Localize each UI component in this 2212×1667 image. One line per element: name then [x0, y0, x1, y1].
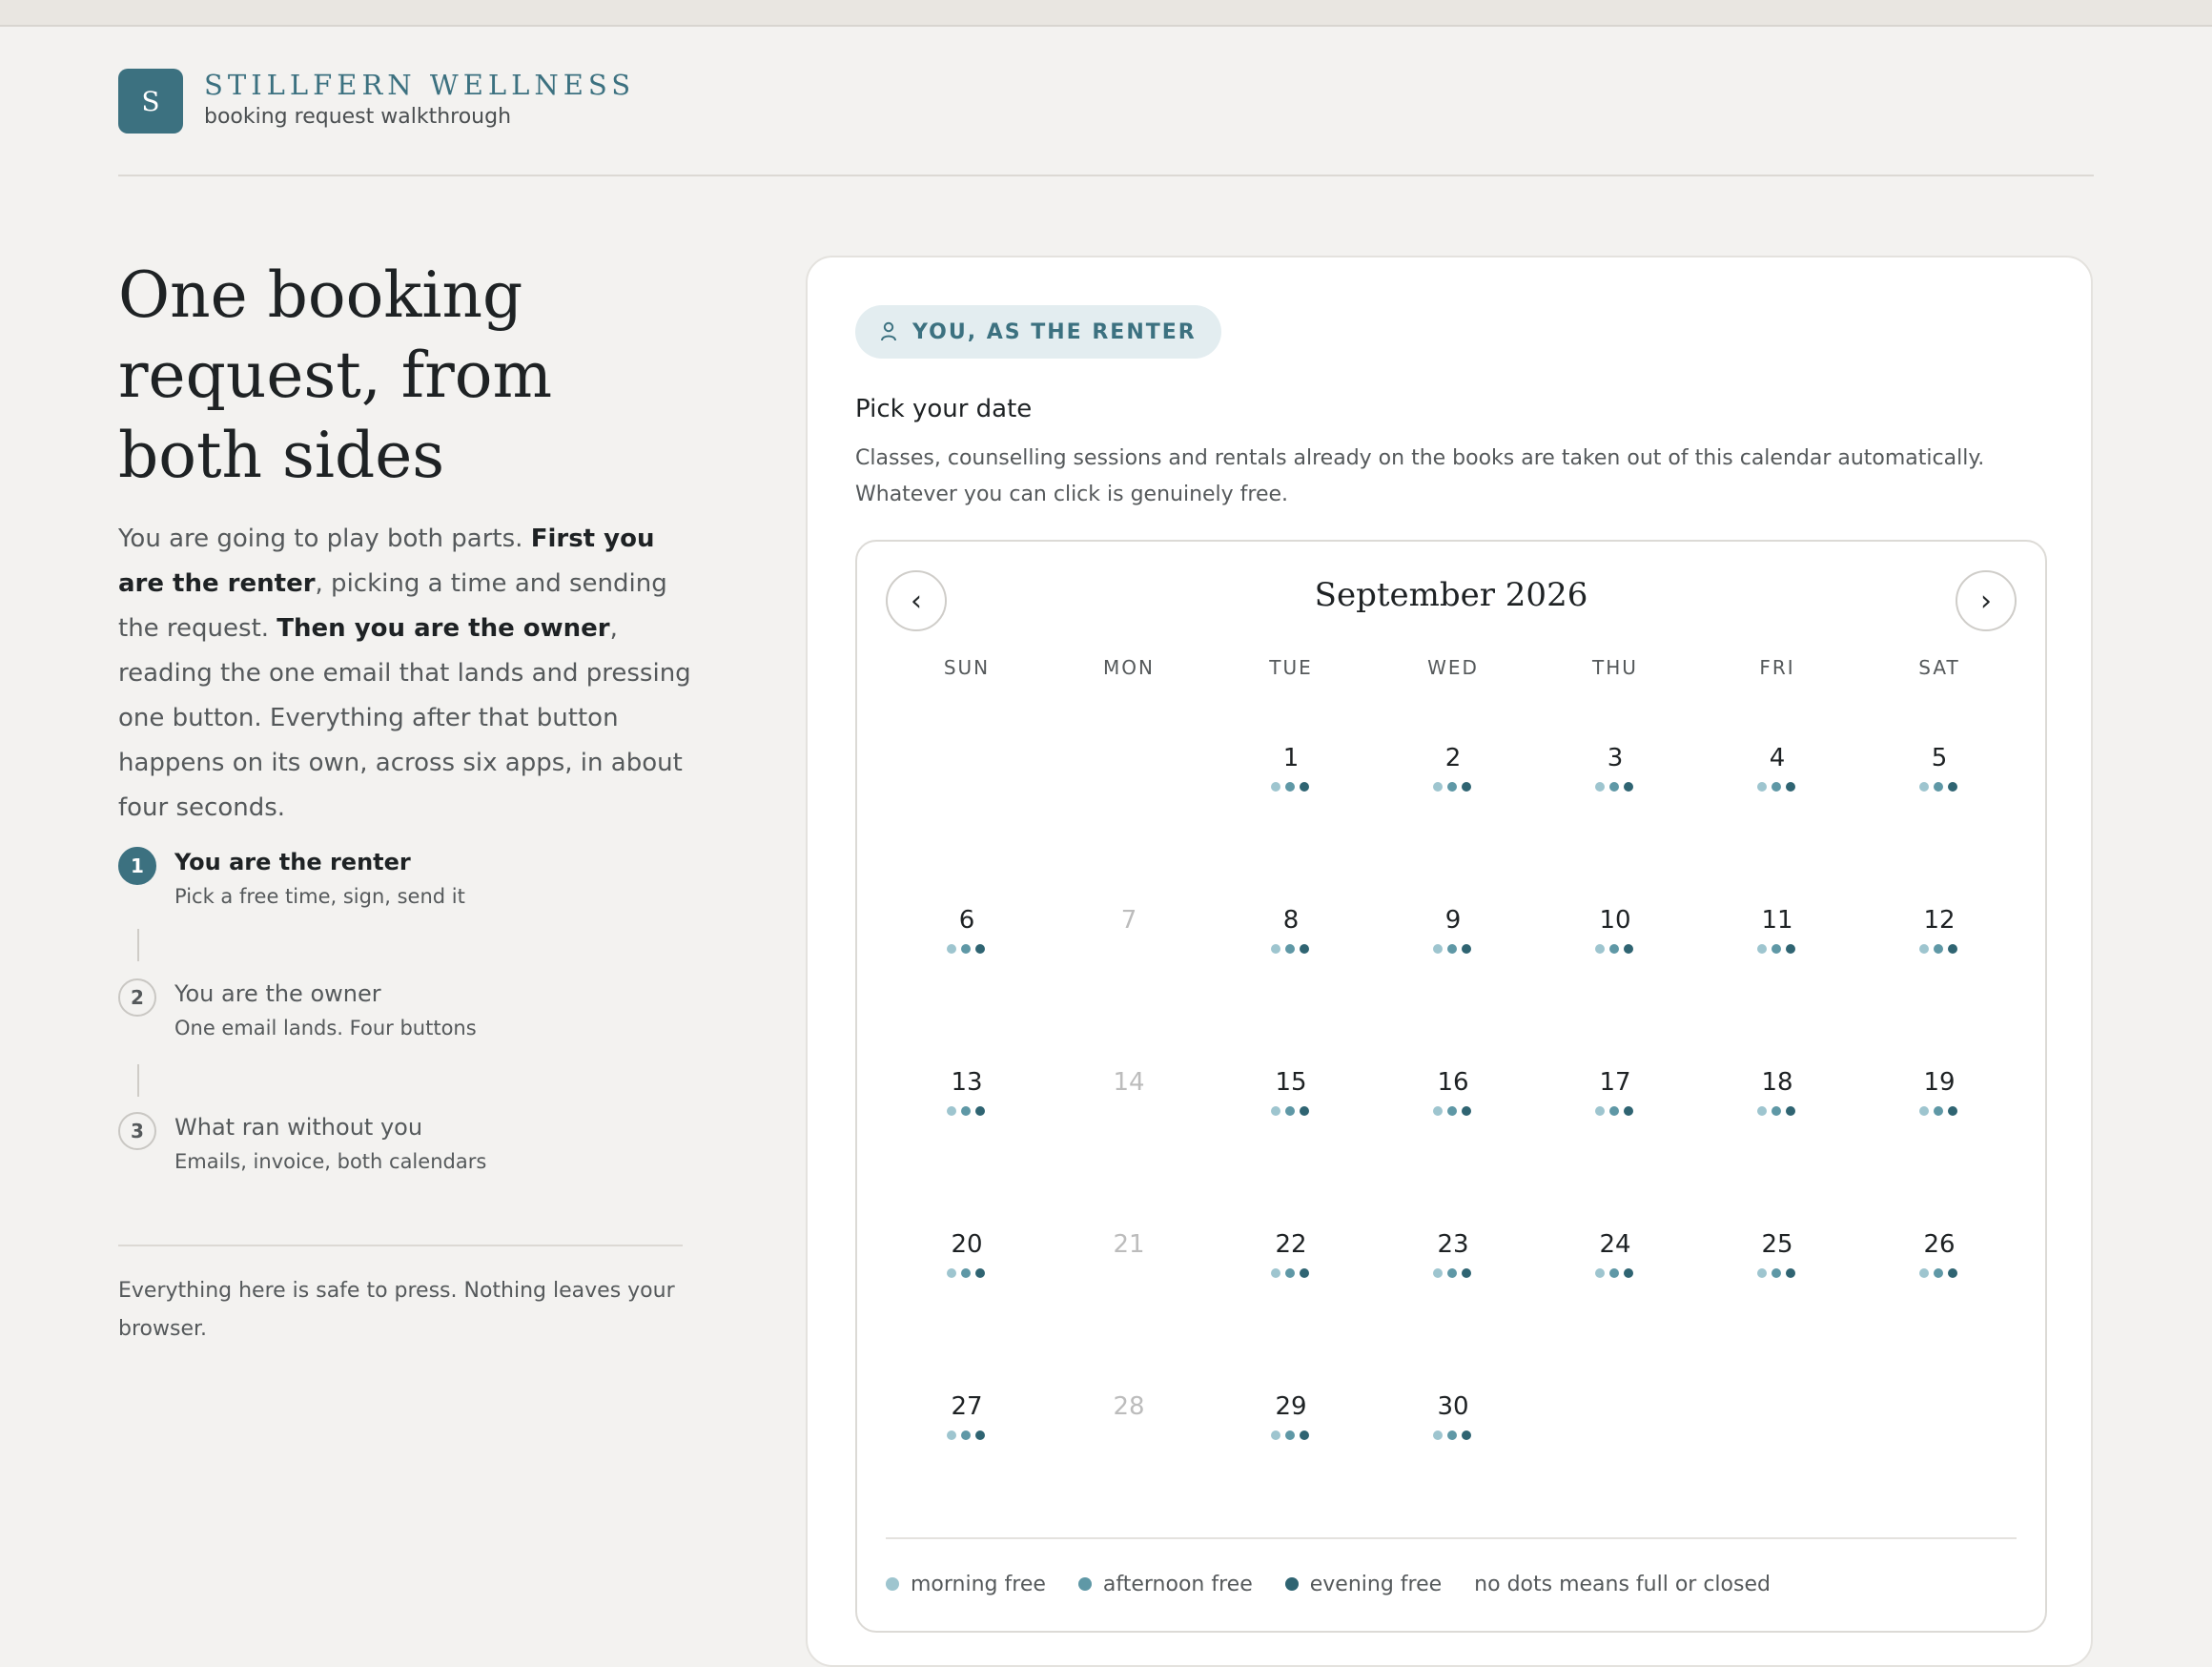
- evening-dot: [1300, 782, 1309, 792]
- logo-letter: S: [141, 85, 160, 117]
- morning-dot: [1919, 944, 1929, 954]
- step-description: Pick a free time, sign, send it: [174, 885, 465, 908]
- weekday-mon: MON: [1103, 656, 1155, 679]
- step-connector: [137, 1064, 139, 1097]
- step-automation[interactable]: [118, 1112, 690, 1198]
- weekday-fri: FRI: [1759, 656, 1795, 679]
- availability-dots: [1595, 1268, 1635, 1278]
- role-label: YOU, AS THE RENTER: [912, 319, 1197, 344]
- afternoon-dot: [1447, 1268, 1457, 1278]
- afternoon-dot: [1447, 944, 1457, 954]
- chevron-right-icon: ›: [1980, 584, 1992, 618]
- legend-swatch: [1285, 1577, 1299, 1591]
- morning-dot: [1433, 944, 1443, 954]
- brand-logo: [118, 69, 183, 134]
- calendar-day-16[interactable]: [1372, 1057, 1534, 1171]
- evening-dot: [1300, 1106, 1309, 1116]
- evening-dot: [1624, 1106, 1633, 1116]
- day-number: 6: [958, 906, 975, 935]
- morning-dot: [1271, 782, 1280, 792]
- day-number: 5: [1931, 744, 1948, 772]
- morning-dot: [1757, 1268, 1767, 1278]
- availability-dots: [1595, 782, 1635, 792]
- afternoon-dot: [1285, 944, 1295, 954]
- next-month-button[interactable]: [1956, 570, 2017, 631]
- day-number: 30: [1437, 1392, 1469, 1421]
- pick-date-title: Pick your date: [855, 395, 1033, 423]
- calendar-day-5[interactable]: [1858, 732, 2020, 847]
- availability-dots: [947, 944, 987, 954]
- calendar-day-26[interactable]: [1858, 1219, 2020, 1333]
- morning-dot: [1757, 1106, 1767, 1116]
- availability-dots: [1595, 944, 1635, 954]
- evening-dot: [1948, 782, 1957, 792]
- weekday-sat: SAT: [1918, 656, 1960, 679]
- afternoon-dot: [1285, 1430, 1295, 1440]
- day-number: 26: [1923, 1230, 1956, 1259]
- header-divider: [118, 175, 2094, 176]
- availability-legend: [886, 1568, 1803, 1600]
- evening-dot: [1462, 1268, 1471, 1278]
- intro-part-2: , picking a time and sending the request.: [118, 569, 667, 643]
- calendar-day-8[interactable]: [1210, 895, 1372, 1009]
- day-number: 7: [1120, 906, 1137, 935]
- calendar-day-4[interactable]: [1696, 732, 1858, 847]
- day-number: 23: [1437, 1230, 1469, 1259]
- afternoon-dot: [1934, 1268, 1943, 1278]
- legend-swatch: [886, 1577, 899, 1591]
- calendar-day-20[interactable]: [886, 1219, 1048, 1333]
- morning-dot: [1271, 1268, 1280, 1278]
- day-number: 4: [1769, 744, 1786, 772]
- calendar-day-1[interactable]: [1210, 732, 1372, 847]
- afternoon-dot: [1609, 782, 1619, 792]
- intro-part-1: You are going to play both parts.: [118, 525, 531, 553]
- step-title: You are the renter: [174, 849, 411, 875]
- intro-text: [118, 517, 700, 831]
- day-number: 11: [1761, 906, 1793, 935]
- availability-dots: [1271, 782, 1311, 792]
- day-number: 28: [1113, 1392, 1145, 1421]
- calendar-day-22[interactable]: [1210, 1219, 1372, 1333]
- afternoon-dot: [1609, 944, 1619, 954]
- availability-dots: [1757, 944, 1797, 954]
- afternoon-dot: [961, 1430, 971, 1440]
- evening-dot: [1624, 782, 1633, 792]
- morning-dot: [1433, 1430, 1443, 1440]
- afternoon-dot: [1447, 1106, 1457, 1116]
- calendar-day-27[interactable]: [886, 1381, 1048, 1495]
- weekday-thu: THU: [1592, 656, 1638, 679]
- morning-dot: [1271, 1106, 1280, 1116]
- step-title: You are the owner: [174, 980, 381, 1007]
- afternoon-dot: [1772, 782, 1781, 792]
- calendar-day-6[interactable]: [886, 895, 1048, 1009]
- calendar-day-21: [1048, 1219, 1210, 1333]
- day-number: 29: [1275, 1392, 1307, 1421]
- availability-dots: [1271, 1106, 1311, 1116]
- intro-owner-emphasis: Then you are the owner: [276, 614, 610, 643]
- person-icon: [880, 321, 897, 342]
- step-number: 3: [118, 1112, 156, 1150]
- day-number: 18: [1761, 1068, 1793, 1097]
- availability-dots: [947, 1106, 987, 1116]
- evening-dot: [975, 1268, 985, 1278]
- evening-dot: [1462, 1106, 1471, 1116]
- legend-item: [1078, 1573, 1253, 1596]
- morning-dot: [1919, 782, 1929, 792]
- afternoon-dot: [1447, 1430, 1457, 1440]
- availability-dots: [1757, 1268, 1797, 1278]
- availability-dots: [1433, 782, 1473, 792]
- weekday-wed: WED: [1427, 656, 1479, 679]
- pick-date-description: Classes, counselling sessions and rentals already on the books are taken out of this calendar automatically. Whatever you can click is genuinely free.: [855, 446, 1985, 506]
- availability-dots: [1757, 1106, 1797, 1116]
- availability-dots: [1433, 944, 1473, 954]
- afternoon-dot: [1285, 782, 1295, 792]
- calendar-day-25[interactable]: [1696, 1219, 1858, 1333]
- evening-dot: [1462, 1430, 1471, 1440]
- chevron-left-icon: ‹: [911, 584, 922, 618]
- afternoon-dot: [1609, 1268, 1619, 1278]
- morning-dot: [1757, 944, 1767, 954]
- day-number: 13: [951, 1068, 983, 1097]
- evening-dot: [1624, 1268, 1633, 1278]
- day-number: 22: [1275, 1230, 1307, 1259]
- day-number: 1: [1282, 744, 1300, 772]
- afternoon-dot: [1934, 944, 1943, 954]
- step-description: Emails, invoice, both calendars: [174, 1150, 487, 1173]
- calendar-day-28: [1048, 1381, 1210, 1495]
- evening-dot: [1948, 1106, 1957, 1116]
- left-divider: [118, 1245, 683, 1246]
- day-number: 2: [1444, 744, 1462, 772]
- evening-dot: [1786, 1106, 1795, 1116]
- day-number: 19: [1923, 1068, 1956, 1097]
- step-connector: [137, 929, 139, 961]
- day-number: 8: [1282, 906, 1300, 935]
- calendar-day-24[interactable]: [1534, 1219, 1696, 1333]
- weekday-sun: SUN: [943, 656, 991, 679]
- morning-dot: [1433, 782, 1443, 792]
- availability-dots: [1919, 944, 1959, 954]
- evening-dot: [1462, 782, 1471, 792]
- calendar-day-13[interactable]: [886, 1057, 1048, 1171]
- availability-dots: [1271, 1430, 1311, 1440]
- availability-dots: [1433, 1430, 1473, 1440]
- morning-dot: [1919, 1106, 1929, 1116]
- evening-dot: [1624, 944, 1633, 954]
- morning-dot: [947, 1106, 956, 1116]
- legend-item: [886, 1573, 1046, 1596]
- afternoon-dot: [1609, 1106, 1619, 1116]
- calendar-day-29[interactable]: [1210, 1381, 1372, 1495]
- calendar-day-2[interactable]: [1372, 732, 1534, 847]
- afternoon-dot: [1772, 944, 1781, 954]
- intro-renter-emphasis: First you are the renter: [118, 525, 655, 598]
- safe-note: Everything here is safe to press. Nothing leaves your browser.: [118, 1279, 675, 1341]
- legend-item: [1285, 1573, 1442, 1596]
- intro-part-3: , reading the one email that lands and pressing one button. Everything after that button happens on its own, across six apps, in about four seconds.: [118, 614, 691, 822]
- morning-dot: [947, 1268, 956, 1278]
- evening-dot: [1786, 782, 1795, 792]
- step-number: 1: [118, 847, 156, 885]
- calendar-day-7: [1048, 895, 1210, 1009]
- afternoon-dot: [1285, 1268, 1295, 1278]
- day-number: 17: [1599, 1068, 1631, 1097]
- day-number: 3: [1607, 744, 1624, 772]
- evening-dot: [975, 944, 985, 954]
- legend-label: no dots means full or closed: [1474, 1572, 1771, 1596]
- month-label: September 2026: [1314, 576, 1588, 614]
- afternoon-dot: [1934, 782, 1943, 792]
- morning-dot: [947, 1430, 956, 1440]
- evening-dot: [1300, 944, 1309, 954]
- morning-dot: [1595, 1106, 1605, 1116]
- morning-dot: [1595, 1268, 1605, 1278]
- afternoon-dot: [1772, 1106, 1781, 1116]
- afternoon-dot: [961, 944, 971, 954]
- day-number: 25: [1761, 1230, 1793, 1259]
- morning-dot: [1919, 1268, 1929, 1278]
- step-renter[interactable]: [118, 847, 690, 933]
- availability-dots: [1433, 1106, 1473, 1116]
- morning-dot: [1271, 944, 1280, 954]
- legend-label: afternoon free: [1102, 1572, 1253, 1596]
- calendar-day-11[interactable]: [1696, 895, 1858, 1009]
- calendar-day-18[interactable]: [1696, 1057, 1858, 1171]
- availability-dots: [947, 1430, 987, 1440]
- browser-top-strip: [0, 0, 2212, 27]
- morning-dot: [1433, 1106, 1443, 1116]
- afternoon-dot: [1285, 1106, 1295, 1116]
- availability-dots: [1271, 944, 1311, 954]
- morning-dot: [1595, 944, 1605, 954]
- day-number: 12: [1923, 906, 1956, 935]
- afternoon-dot: [1772, 1268, 1781, 1278]
- evening-dot: [1462, 944, 1471, 954]
- calendar-day-14: [1048, 1057, 1210, 1171]
- calendar-day-15[interactable]: [1210, 1057, 1372, 1171]
- availability-dots: [1595, 1106, 1635, 1116]
- day-number: 10: [1599, 906, 1631, 935]
- availability-dots: [1271, 1268, 1311, 1278]
- morning-dot: [947, 944, 956, 954]
- legend-divider: [886, 1537, 2017, 1539]
- step-number: 2: [118, 978, 156, 1017]
- availability-dots: [947, 1268, 987, 1278]
- day-number: 20: [951, 1230, 983, 1259]
- afternoon-dot: [961, 1106, 971, 1116]
- evening-dot: [975, 1106, 985, 1116]
- day-number: 24: [1599, 1230, 1631, 1259]
- availability-dots: [1757, 782, 1797, 792]
- afternoon-dot: [1934, 1106, 1943, 1116]
- booking-card: [806, 256, 2093, 1667]
- calendar-day-17[interactable]: [1534, 1057, 1696, 1171]
- evening-dot: [975, 1430, 985, 1440]
- calendar-day-12[interactable]: [1858, 895, 2020, 1009]
- legend-item: [1474, 1573, 1771, 1596]
- calendar-day-23[interactable]: [1372, 1219, 1534, 1333]
- step-title: What ran without you: [174, 1114, 423, 1141]
- availability-dots: [1919, 1106, 1959, 1116]
- afternoon-dot: [1447, 782, 1457, 792]
- morning-dot: [1757, 782, 1767, 792]
- evening-dot: [1786, 944, 1795, 954]
- legend-label: evening free: [1309, 1572, 1443, 1596]
- day-number: 9: [1444, 906, 1462, 935]
- availability-dots: [1433, 1268, 1473, 1278]
- role-badge: [855, 305, 1221, 359]
- evening-dot: [1786, 1268, 1795, 1278]
- morning-dot: [1595, 782, 1605, 792]
- brand-subtitle: booking request walkthrough: [204, 105, 512, 129]
- calendar-day-3[interactable]: [1534, 732, 1696, 847]
- evening-dot: [1300, 1430, 1309, 1440]
- page-title: One booking request, from both sides: [118, 258, 553, 492]
- step-description: One email lands. Four buttons: [174, 1017, 477, 1039]
- weekday-tue: TUE: [1269, 656, 1313, 679]
- calendar-day-19[interactable]: [1858, 1057, 2020, 1171]
- day-number: 16: [1437, 1068, 1469, 1097]
- day-number: 27: [951, 1392, 983, 1421]
- availability-dots: [1919, 782, 1959, 792]
- evening-dot: [1300, 1268, 1309, 1278]
- evening-dot: [1948, 944, 1957, 954]
- step-owner[interactable]: [118, 978, 690, 1064]
- evening-dot: [1948, 1268, 1957, 1278]
- day-number: 21: [1113, 1230, 1145, 1259]
- calendar-day-9[interactable]: [1372, 895, 1534, 1009]
- brand-name: STILLFERN WELLNESS: [204, 69, 636, 101]
- date-calendar: [855, 540, 2047, 1633]
- morning-dot: [1433, 1268, 1443, 1278]
- morning-dot: [1271, 1430, 1280, 1440]
- legend-swatch: [1078, 1577, 1092, 1591]
- day-number: 14: [1113, 1068, 1145, 1097]
- day-number: 15: [1275, 1068, 1307, 1097]
- availability-dots: [1919, 1268, 1959, 1278]
- calendar-day-30[interactable]: [1372, 1381, 1534, 1495]
- calendar-day-10[interactable]: [1534, 895, 1696, 1009]
- legend-label: morning free: [911, 1572, 1046, 1596]
- afternoon-dot: [961, 1268, 971, 1278]
